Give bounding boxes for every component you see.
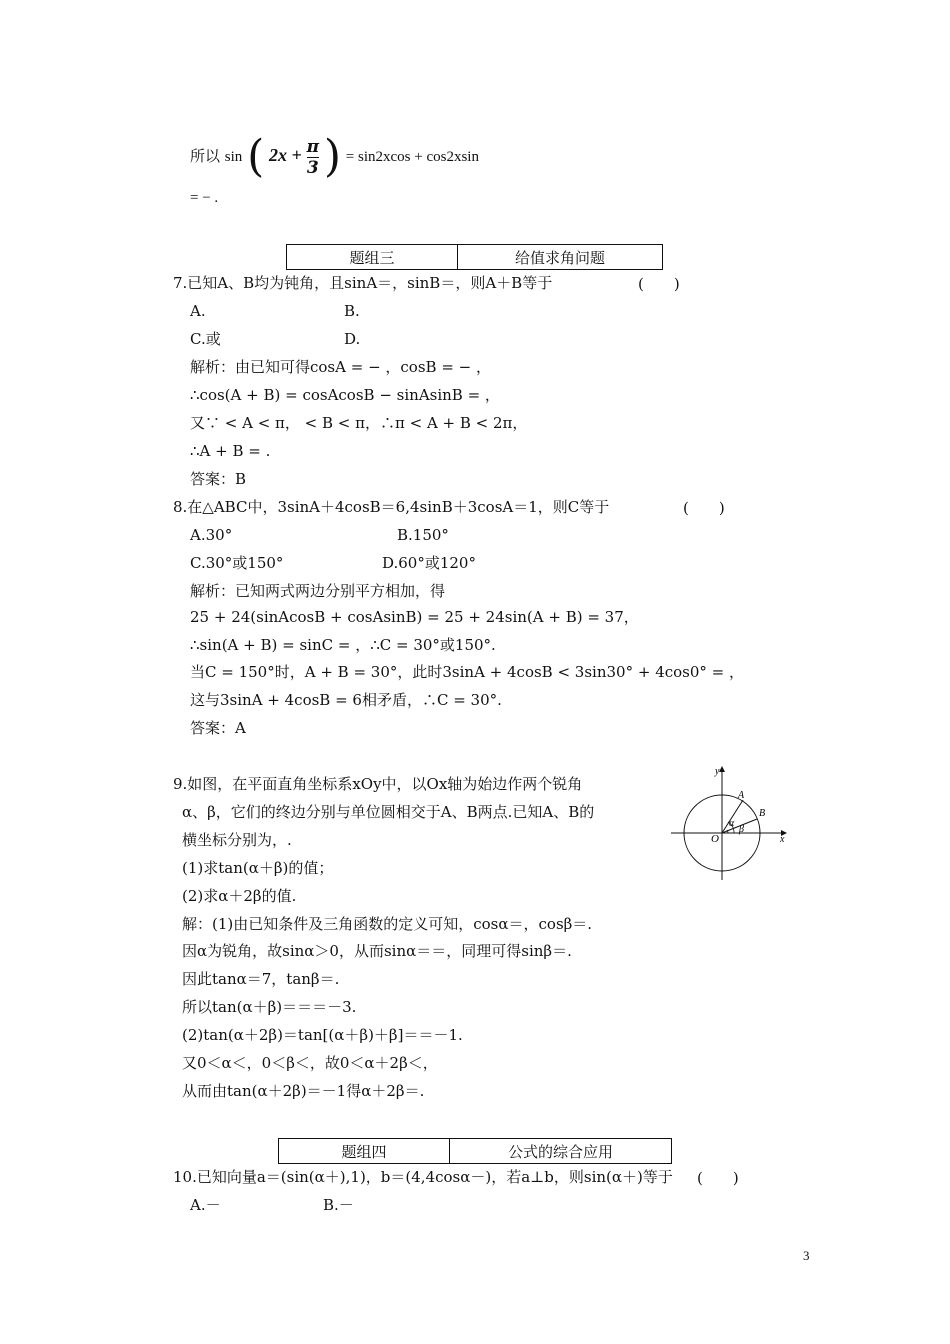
group4-label: 题组四: [279, 1139, 450, 1164]
right-paren: ): [323, 131, 341, 182]
q7-paren: ( ): [638, 275, 680, 293]
q9-solution-line: 从而由tan(α＋2β)＝－1得α＋2β＝.: [182, 1082, 425, 1100]
top-line-1-rhs: = sin2xcos + cos2xsin: [345, 149, 479, 165]
q8-option-d: D.60°或120°: [382, 554, 476, 572]
q8-stem: 8.在△ABC中，3sinA＋4cosB＝6,4sinB＋3cosA＝1，则C等于: [173, 498, 610, 516]
label-a: A: [738, 790, 745, 801]
q9-part-2: (2)求α＋2β的值.: [182, 887, 297, 905]
q9-solution-line: 又0＜α＜，0＜β＜，故0＜α＋2β＜，: [182, 1054, 438, 1072]
top-line-1-prefix: 所以: [190, 147, 221, 165]
unit-circle-figure: [665, 762, 795, 886]
q8-option-a: A.30°: [190, 526, 233, 544]
q7-stem: 7.已知A、B均为钝角，且sinA＝，sinB＝，则A＋B等于: [173, 274, 553, 292]
q9-solution-line: 所以tan(α＋β)＝＝＝－3.: [182, 998, 357, 1016]
q7-option-a: A.: [190, 302, 206, 320]
group3-header: [286, 244, 663, 270]
q9-stem-line: 9.如图，在平面直角坐标系xOy中，以Ox轴为始边作两个锐角: [173, 775, 583, 793]
top-line-2: = − .: [190, 190, 219, 206]
group4-title: 公式的综合应用: [450, 1139, 672, 1164]
q7-answer: 答案：B: [190, 470, 247, 488]
q9-solution-line: 解：(1)由已知条件及三角函数的定义可知，cosα＝，cosβ＝.: [182, 915, 593, 933]
top-line-1: [190, 130, 479, 180]
q8-solution-line: 当C = 150°时，A + B = 30°，此时3sinA + 4cosB < 3sin30° + 4cos0° = ，: [190, 663, 745, 681]
label-b: B: [759, 808, 766, 819]
label-y: y: [715, 766, 720, 777]
q8-answer: 答案：A: [190, 719, 246, 737]
left-paren: (: [247, 131, 265, 182]
q9-part-1: (1)求tan(α＋β)的值；: [182, 859, 334, 877]
frac-denominator: 3: [306, 157, 319, 178]
group3-title: 给值求角问题: [458, 245, 663, 270]
q10-paren: ( ): [697, 1169, 739, 1187]
q10-option-a: A.－: [190, 1196, 221, 1214]
page-number: 3: [803, 1248, 810, 1263]
pi-over-3: [307, 137, 319, 178]
q8-option-c: C.30°或150°: [190, 554, 284, 572]
q7-solution-line: ∴A + B = .: [190, 442, 271, 460]
q7-option-c: C.或: [190, 330, 221, 348]
y-axis-arrow: [719, 766, 725, 772]
q10-option-b: B.－: [323, 1196, 354, 1214]
q7-option-b: B.: [344, 302, 360, 320]
q8-solution-line: 解析：已知两式两边分别平方相加，得: [190, 582, 446, 600]
q10-stem: 10.已知向量a＝(sin(α＋),1)，b＝(4,4cosα－)，若a⊥b，则sin(α＋)等于: [173, 1168, 673, 1186]
q9-solution-line: 因此tanα＝7，tanβ＝.: [182, 970, 340, 988]
label-alpha: α: [729, 818, 735, 829]
q9-stem-line: 横坐标分别为，.: [182, 831, 292, 849]
q8-solution-line: 25 + 24(sinAcosB + cosAsinB) = 25 + 24sin(A + B) = 37，: [190, 608, 639, 626]
q7-solution-line: 又∵ < A < π， < B < π，∴π < A + B < 2π，: [190, 414, 528, 432]
q9-stem-line: α、β，它们的终边分别与单位圆相交于A、B两点.已知A、B的: [182, 803, 595, 821]
frac-numerator: π: [306, 136, 320, 157]
group4-header: [278, 1138, 672, 1164]
top-line-1-sin: sin: [224, 149, 243, 165]
q8-solution-line: ∴sin(A + B) = sinC = ，∴C = 30°或150°.: [190, 636, 496, 654]
q8-solution-line: 这与3sinA + 4cosB = 6相矛盾，∴C = 30°.: [190, 691, 502, 709]
q9-solution-line: (2)tan(α＋2β)＝tan[(α＋β)＋β]＝＝－1.: [182, 1026, 463, 1044]
label-x: x: [780, 834, 785, 845]
label-o: O: [711, 833, 719, 845]
q7-solution-line: ∴cos(A + B) = cosAcosB − sinAsinB = ，: [190, 386, 500, 404]
top-line-1-expr: 2x +: [269, 145, 302, 165]
q7-option-d: D.: [344, 330, 361, 348]
label-beta: β: [739, 824, 744, 835]
q7-solution-line: 解析：由已知可得cosA = − ，cosB = − ，: [190, 358, 491, 376]
group3-label: 题组三: [287, 245, 458, 270]
q9-solution-line: 因α为锐角，故sinα＞0，从而sinα＝＝，同理可得sinβ＝.: [182, 942, 572, 960]
q8-paren: ( ): [683, 499, 725, 517]
q8-option-b: B.150°: [397, 526, 449, 544]
